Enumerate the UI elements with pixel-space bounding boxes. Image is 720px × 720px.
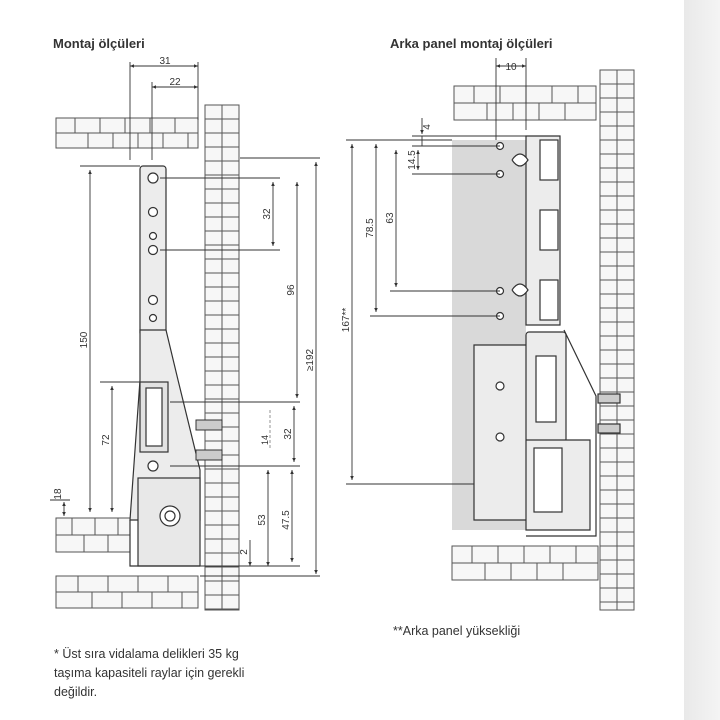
right-bottom-panel bbox=[452, 546, 598, 580]
dim-32-low: 32 bbox=[283, 428, 294, 440]
dim-4: 4 bbox=[422, 124, 433, 130]
left-top-panel bbox=[56, 118, 198, 148]
dim-63: 63 bbox=[385, 212, 396, 224]
left-footnote-line-1: * Üst sıra vidalama delikleri 35 kg bbox=[54, 647, 239, 661]
left-footnote bbox=[54, 645, 244, 702]
dim-14-5: 14.5 bbox=[407, 150, 418, 170]
dim-72: 72 bbox=[101, 434, 112, 446]
dim-53: 53 bbox=[257, 514, 268, 526]
dim-78-5: 78.5 bbox=[365, 218, 376, 238]
right-slide-assembly bbox=[474, 330, 620, 536]
left-footnote-line-3: değildir. bbox=[54, 685, 98, 699]
dim-47-5: 47.5 bbox=[281, 510, 292, 530]
dim-192: ≥192 bbox=[305, 348, 316, 372]
left-side-wall bbox=[205, 105, 239, 610]
dim-31: 31 bbox=[159, 56, 171, 67]
dim-14: 14 bbox=[260, 434, 270, 446]
right-diagram-title: Arka panel montaj ölçüleri bbox=[390, 36, 553, 51]
dim-167: 167** bbox=[341, 307, 352, 333]
right-diagram bbox=[452, 70, 634, 610]
dim-22: 22 bbox=[169, 77, 181, 88]
right-footnote: **Arka panel yüksekliği bbox=[393, 624, 521, 638]
dim-32-top: 32 bbox=[262, 208, 273, 220]
dim-150: 150 bbox=[79, 331, 90, 349]
left-diagram bbox=[56, 105, 239, 610]
dim-96: 96 bbox=[286, 284, 297, 296]
left-mounting-rail bbox=[130, 166, 200, 566]
left-diagram-title: Montaj ölçüleri bbox=[53, 36, 145, 51]
dim-10: 10 bbox=[505, 62, 517, 73]
dim-18: 18 bbox=[53, 488, 64, 500]
dim-2: 2 bbox=[239, 549, 250, 555]
left-cabinet-bottom-panel bbox=[56, 576, 198, 608]
right-top-panel bbox=[454, 86, 596, 120]
left-footnote-line-2: taşıma kapasiteli raylar için gerekli bbox=[54, 666, 245, 680]
right-side-wall bbox=[600, 70, 634, 610]
left-drawer-bottom-panel bbox=[56, 518, 130, 552]
